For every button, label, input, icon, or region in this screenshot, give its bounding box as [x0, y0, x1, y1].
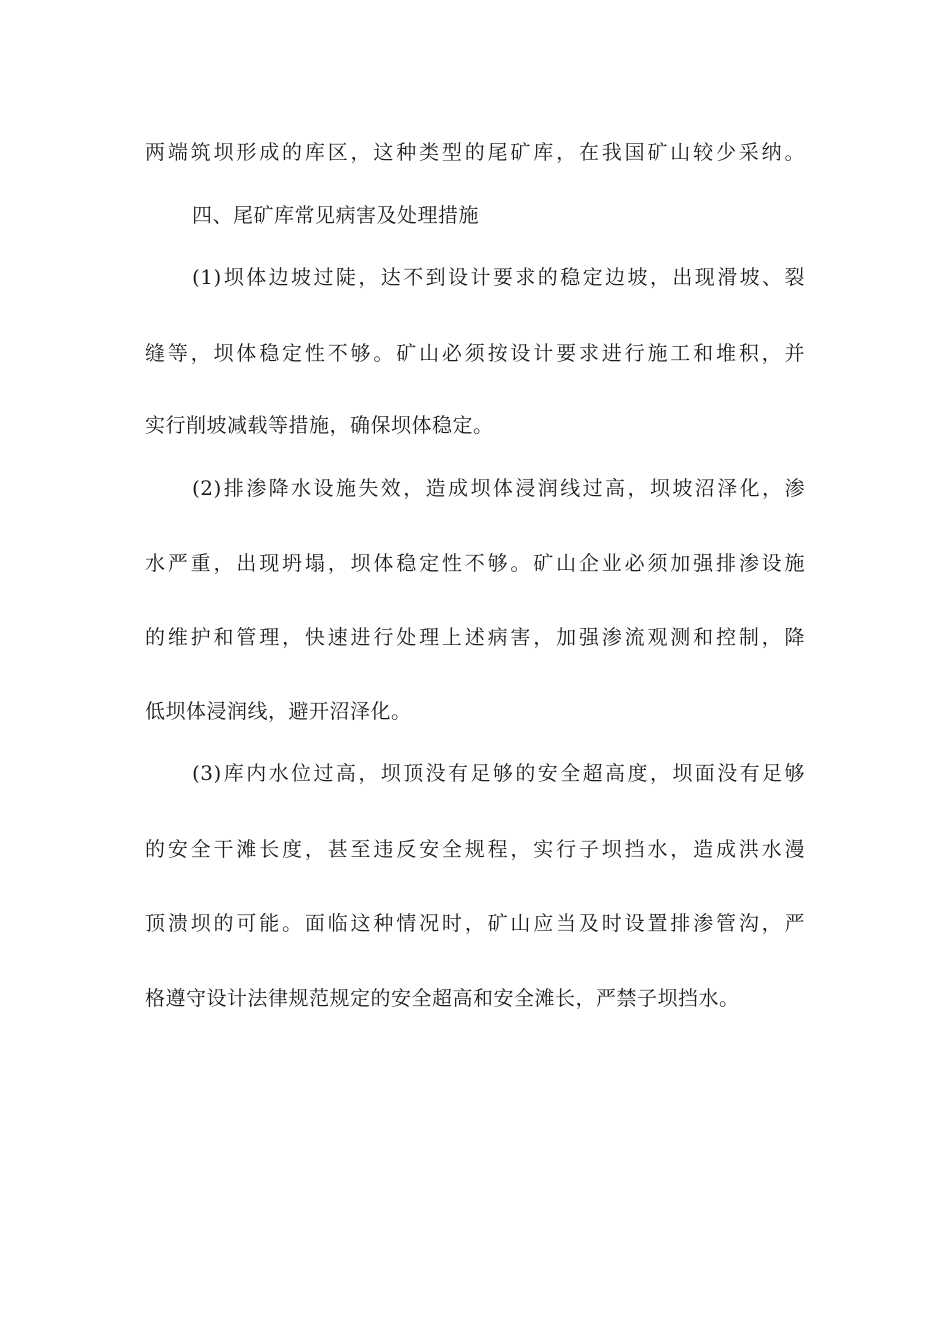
text-line: 的安全干滩长度，甚至违反安全规程，实行子坝挡水，造成洪水漫	[145, 837, 805, 861]
text-line: (2)排渗降水设施失效，造成坝体浸润线过高，坝坡沼泽化，渗	[192, 476, 805, 500]
text-line: (1)坝体边坡过陡，达不到设计要求的稳定边坡，出现滑坡、裂	[192, 265, 805, 289]
text-line: 顶溃坝的可能。面临这种情况时，矿山应当及时设置排渗管沟，严	[145, 911, 805, 935]
text-line: 缝等，坝体稳定性不够。矿山必须按设计要求进行施工和堆积，并	[145, 341, 805, 365]
text-line: 实行削坡减载等措施，确保坝体稳定。	[145, 413, 494, 437]
section-heading: 四、尾矿库常见病害及处理措施	[192, 203, 479, 227]
text-line: 格遵守设计法律规范规定的安全超高和安全滩长，严禁子坝挡水。	[145, 986, 740, 1010]
text-line: (3)库内水位过高，坝顶没有足够的安全超高度，坝面没有足够	[192, 761, 805, 785]
text-line: 水严重，出现坍塌，坝体稳定性不够。矿山企业必须加强排渗设施	[145, 551, 805, 575]
text-line: 的维护和管理，快速进行处理上述病害，加强渗流观测和控制，降	[145, 625, 805, 649]
text-line: 低坝体浸润线，避开沼泽化。	[145, 699, 412, 723]
text-line: 两端筑坝形成的库区，这种类型的尾矿库，在我国矿山较少采纳。	[145, 140, 805, 164]
